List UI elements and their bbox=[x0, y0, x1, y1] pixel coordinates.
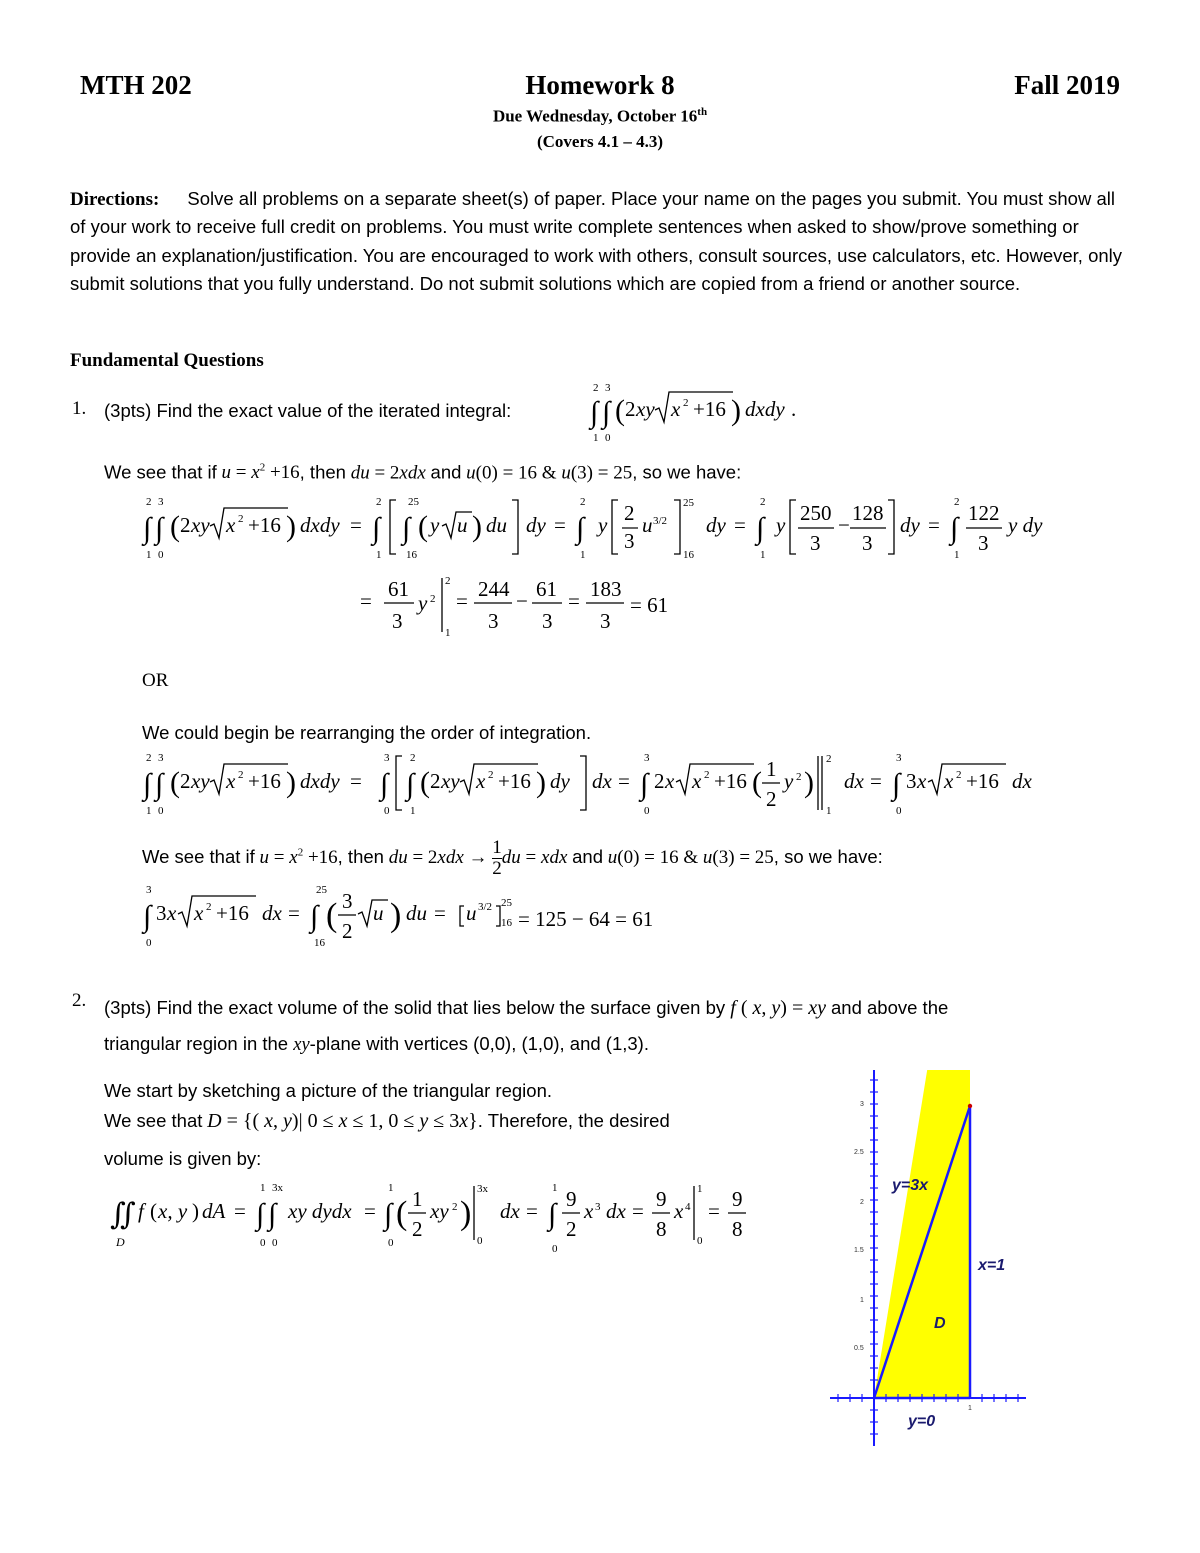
svg-text:3x: 3x bbox=[477, 1183, 488, 1195]
svg-text:1: 1 bbox=[388, 1182, 394, 1194]
svg-text:2: 2 bbox=[566, 1217, 577, 1241]
svg-text:+16: +16 bbox=[693, 397, 726, 421]
svg-text:dx: dx bbox=[262, 901, 282, 925]
svg-text:∫: ∫ bbox=[256, 1198, 265, 1231]
svg-text:x: x bbox=[584, 1199, 594, 1223]
svg-text:∫: ∫ bbox=[268, 1198, 277, 1231]
svg-text:xy: xy bbox=[191, 769, 210, 793]
svg-text:3: 3 bbox=[595, 1201, 601, 1213]
svg-text:3/2: 3/2 bbox=[653, 515, 668, 527]
svg-text:2: 2 bbox=[180, 513, 191, 537]
rearrange-text: We could begin be rearranging the order of integration. bbox=[142, 722, 592, 743]
svg-text:128: 128 bbox=[852, 501, 884, 525]
svg-text:): ) bbox=[286, 766, 296, 799]
problem-1-alt-substitution: We see that if $u = x^2 +16$, then du = 2xdx → $\frac{1}{2}$ du = xdx and u(0) = 16 & u(3) = 25, so we have: bbox=[142, 837, 883, 879]
svg-text:xy dydx: xy dydx bbox=[288, 1199, 352, 1223]
svg-text:): ) bbox=[460, 1195, 472, 1232]
svg-text:+16: +16 bbox=[714, 769, 747, 793]
svg-text:=: = bbox=[554, 513, 566, 537]
svg-text:f: f bbox=[138, 1199, 144, 1223]
svg-text:2: 2 bbox=[238, 769, 244, 781]
svg-text:=: = bbox=[708, 1199, 720, 1223]
label-y-0: y=0 bbox=[908, 1413, 936, 1430]
problem-1-prompt: (3pts) Find the exact value of the iterated integral: bbox=[104, 400, 512, 421]
svg-text:+16: +16 bbox=[966, 769, 999, 793]
svg-text:dxdy: dxdy bbox=[745, 397, 785, 421]
svg-text:2: 2 bbox=[956, 769, 962, 781]
svg-text:3: 3 bbox=[156, 901, 167, 925]
svg-text:1: 1 bbox=[260, 1182, 266, 1194]
svg-text:(: ( bbox=[170, 766, 180, 799]
svg-text:dx: dx bbox=[592, 769, 612, 793]
svg-text:=: = bbox=[928, 513, 940, 537]
svg-text:∫: ∫ bbox=[402, 512, 411, 545]
svg-text:D: D bbox=[116, 1235, 125, 1249]
svg-text:): ) bbox=[286, 510, 296, 543]
svg-text:): ) bbox=[731, 394, 741, 427]
svg-text:=: = bbox=[288, 901, 300, 925]
svg-text:xy: xy bbox=[191, 513, 210, 537]
svg-text:1: 1 bbox=[826, 805, 832, 817]
y-tick-1-5: 1.5 bbox=[854, 1247, 864, 1254]
svg-text:dy: dy bbox=[900, 513, 920, 537]
svg-text:25: 25 bbox=[408, 496, 419, 508]
svg-text:x: x bbox=[476, 769, 486, 793]
svg-text:=: = bbox=[234, 1199, 246, 1223]
svg-text:(: ( bbox=[170, 510, 180, 543]
problem-2-sketch-text: We start by sketching a picture of the triangular region. bbox=[104, 1080, 553, 1101]
svg-text:1: 1 bbox=[697, 1183, 703, 1195]
svg-text:1: 1 bbox=[593, 432, 599, 444]
svg-text:2: 2 bbox=[146, 752, 152, 764]
svg-text:(: ( bbox=[396, 1195, 408, 1232]
svg-text:∫: ∫ bbox=[155, 512, 164, 545]
svg-text:2: 2 bbox=[580, 496, 586, 508]
svg-text:3: 3 bbox=[158, 752, 164, 764]
svg-text:3: 3 bbox=[488, 609, 499, 633]
svg-text:25: 25 bbox=[501, 897, 512, 909]
svg-text:0: 0 bbox=[605, 432, 611, 444]
svg-text:3: 3 bbox=[605, 382, 611, 394]
svg-text:(: ( bbox=[150, 1199, 157, 1223]
y-tick-3: 3 bbox=[860, 1101, 864, 1108]
svg-text:∫: ∫ bbox=[310, 900, 319, 933]
svg-text:y: y bbox=[430, 513, 440, 537]
svg-text:2: 2 bbox=[593, 382, 599, 394]
svg-text:∫: ∫ bbox=[143, 768, 152, 801]
svg-text:∫: ∫ bbox=[406, 768, 415, 801]
svg-text:122: 122 bbox=[968, 501, 1000, 525]
svg-text:dy: dy bbox=[526, 513, 546, 537]
svg-text:=: = bbox=[568, 589, 580, 613]
svg-text:1: 1 bbox=[146, 549, 152, 561]
svg-text:2: 2 bbox=[760, 496, 766, 508]
svg-text:x: x bbox=[674, 1199, 684, 1223]
svg-text:x: x bbox=[944, 769, 954, 793]
svg-text:∬: ∬ bbox=[110, 1198, 136, 1231]
section-title: Fundamental Questions bbox=[70, 350, 264, 371]
svg-text:16: 16 bbox=[406, 549, 417, 561]
svg-text:2: 2 bbox=[954, 496, 960, 508]
problem-1-integral bbox=[585, 378, 825, 446]
svg-text:61: 61 bbox=[536, 577, 557, 601]
svg-text:=: = bbox=[526, 1199, 538, 1223]
svg-text:y: y bbox=[598, 513, 608, 537]
svg-text:0: 0 bbox=[158, 549, 164, 561]
svg-text:∫: ∫ bbox=[372, 512, 381, 545]
svg-text:9: 9 bbox=[656, 1187, 667, 1211]
svg-text:2: 2 bbox=[206, 901, 212, 913]
svg-text:−: − bbox=[838, 513, 850, 537]
svg-text:xy: xy bbox=[636, 397, 655, 421]
svg-text:16: 16 bbox=[501, 917, 512, 929]
svg-text:∫: ∫ bbox=[143, 512, 152, 545]
svg-text:): ) bbox=[390, 897, 402, 934]
svg-text:x: x bbox=[692, 769, 702, 793]
svg-text:3: 3 bbox=[978, 531, 989, 555]
svg-text:250: 250 bbox=[800, 501, 832, 525]
svg-text:3: 3 bbox=[810, 531, 821, 555]
svg-text:+16: +16 bbox=[248, 769, 281, 793]
svg-text:3: 3 bbox=[146, 884, 152, 896]
svg-text:∫: ∫ bbox=[384, 1198, 393, 1231]
svg-text:): ) bbox=[536, 766, 546, 799]
svg-text:du: du bbox=[406, 901, 427, 925]
svg-text:x: x bbox=[226, 513, 236, 537]
svg-text:16: 16 bbox=[314, 937, 325, 949]
svg-text:=: = bbox=[870, 769, 882, 793]
svg-text:1: 1 bbox=[760, 549, 766, 561]
svg-text:2: 2 bbox=[180, 769, 191, 793]
svg-text:2: 2 bbox=[410, 752, 416, 764]
y-tick-2-5: 2.5 bbox=[854, 1149, 864, 1156]
svg-text:61: 61 bbox=[388, 577, 409, 601]
svg-text:=: = bbox=[360, 589, 372, 613]
svg-text:0: 0 bbox=[552, 1243, 558, 1255]
svg-text:2: 2 bbox=[146, 496, 152, 508]
svg-text:3: 3 bbox=[158, 496, 164, 508]
svg-text:x: x bbox=[671, 397, 681, 421]
svg-text:=: = bbox=[632, 1199, 644, 1223]
svg-text:(: ( bbox=[420, 766, 430, 799]
svg-text:=: = bbox=[350, 769, 362, 793]
svg-text:y: y bbox=[776, 513, 786, 537]
svg-text:∫: ∫ bbox=[590, 396, 599, 429]
svg-text:u: u bbox=[466, 901, 477, 925]
y-tick-2: 2 bbox=[860, 1199, 864, 1206]
svg-text:3/2: 3/2 bbox=[478, 901, 493, 913]
problem-1-substitution: We see that if $u = x^2 +16$, then du = 2xdx and u(0) = 16 & u(3) = 25, so we have: bbox=[104, 461, 742, 484]
svg-text:+16: +16 bbox=[498, 769, 531, 793]
svg-text:2: 2 bbox=[412, 1217, 423, 1241]
svg-text:8: 8 bbox=[732, 1217, 743, 1241]
svg-text:dx: dx bbox=[844, 769, 864, 793]
svg-text:2: 2 bbox=[238, 513, 244, 525]
svg-text:y: y bbox=[418, 591, 428, 615]
svg-text:16: 16 bbox=[683, 549, 694, 561]
svg-text:3: 3 bbox=[896, 752, 902, 764]
svg-text:3x: 3x bbox=[272, 1182, 283, 1194]
svg-text:2: 2 bbox=[683, 397, 689, 409]
svg-text:3: 3 bbox=[342, 889, 353, 913]
homework-title: Homework 8 bbox=[525, 70, 675, 100]
svg-text:∫: ∫ bbox=[548, 1198, 557, 1231]
problem-1-alt-step-2 bbox=[140, 880, 540, 952]
svg-text:xy: xy bbox=[430, 1199, 449, 1223]
svg-text:(: ( bbox=[418, 510, 428, 543]
header bbox=[80, 70, 1120, 110]
svg-text:=: = bbox=[456, 589, 468, 613]
svg-text:u: u bbox=[642, 513, 653, 537]
svg-text:u: u bbox=[373, 901, 384, 925]
svg-text:=: = bbox=[364, 1199, 376, 1223]
svg-text:3: 3 bbox=[392, 609, 403, 633]
y-tick-0-5: 0.5 bbox=[854, 1345, 864, 1352]
svg-text:2: 2 bbox=[445, 575, 451, 587]
svg-text:dxdy: dxdy bbox=[300, 769, 340, 793]
svg-text:0: 0 bbox=[158, 805, 164, 817]
svg-text:y dy: y dy bbox=[1008, 513, 1043, 537]
svg-text:(: ( bbox=[615, 394, 625, 427]
label-region-d: D bbox=[934, 1315, 946, 1332]
problem-2-number: 2. bbox=[72, 990, 87, 1011]
svg-text:3: 3 bbox=[600, 609, 611, 633]
svg-text:2: 2 bbox=[766, 787, 777, 811]
svg-text:25: 25 bbox=[683, 497, 694, 509]
problem-1-result: = 61 bbox=[630, 593, 669, 617]
svg-text:x: x bbox=[167, 901, 177, 925]
svg-text:2: 2 bbox=[826, 753, 832, 765]
svg-text:1: 1 bbox=[766, 757, 777, 781]
svg-text:∫: ∫ bbox=[602, 396, 611, 429]
vertex-1-3 bbox=[968, 1104, 972, 1108]
svg-text:0: 0 bbox=[388, 1237, 394, 1249]
svg-text:1: 1 bbox=[146, 805, 152, 817]
term: Fall 2019 bbox=[1014, 70, 1120, 100]
svg-text:(: ( bbox=[326, 897, 338, 934]
due-date: Due Wednesday, October 16th bbox=[492, 106, 708, 126]
svg-text:2: 2 bbox=[376, 496, 382, 508]
label-y-3x: y=3x bbox=[892, 1177, 929, 1194]
svg-text:∫: ∫ bbox=[756, 512, 765, 545]
y-tick-1: 1 bbox=[860, 1297, 864, 1304]
svg-text:x: x bbox=[226, 769, 236, 793]
svg-text:0: 0 bbox=[384, 805, 390, 817]
svg-text:): ) bbox=[192, 1199, 199, 1223]
svg-text:∫: ∫ bbox=[950, 512, 959, 545]
problem-1-alt-step-1 bbox=[140, 748, 1040, 820]
svg-text:xy: xy bbox=[441, 769, 460, 793]
svg-text:2: 2 bbox=[796, 771, 802, 783]
problem-1-number: 1. bbox=[72, 398, 87, 419]
svg-text:8: 8 bbox=[656, 1217, 667, 1241]
triangle-region-graph bbox=[830, 1070, 1030, 1450]
svg-text:+16: +16 bbox=[216, 901, 249, 925]
svg-text:3: 3 bbox=[624, 529, 635, 553]
svg-text:4: 4 bbox=[685, 1201, 691, 1213]
svg-text:): ) bbox=[472, 510, 482, 543]
svg-text:∫: ∫ bbox=[380, 768, 389, 801]
directions-text: Solve all problems on a separate sheet(s) of paper. Place your name on the pages you submit. You must show all of your work to receive full credit on problems. You must write complete sentences when asked to show/prove something or provide an explanation/justification. You are encouraged to work with others, consult sources, use calculators, etc. However, only submit solutions that you fully understand. Do not submit solutions which are copied from a friend or another source. bbox=[70, 188, 1123, 295]
svg-text:=: = bbox=[350, 513, 362, 537]
svg-text:2: 2 bbox=[430, 769, 441, 793]
svg-text:1: 1 bbox=[412, 1187, 423, 1211]
svg-text:=: = bbox=[734, 513, 746, 537]
svg-text:1: 1 bbox=[445, 627, 451, 639]
svg-text:1: 1 bbox=[552, 1182, 558, 1194]
svg-text:0: 0 bbox=[272, 1237, 278, 1249]
svg-text:3: 3 bbox=[542, 609, 553, 633]
svg-text:244: 244 bbox=[478, 577, 510, 601]
region-d-fill bbox=[874, 1070, 970, 1398]
svg-text:183: 183 bbox=[590, 577, 622, 601]
svg-text:2: 2 bbox=[452, 1201, 458, 1213]
svg-text:): ) bbox=[804, 766, 814, 799]
problem-2-domain: We see that D = {( x, y)| 0 ≤ x ≤ 1, 0 ≤ y ≤ 3x}. Therefore, the desired bbox=[104, 1110, 670, 1132]
svg-text:.: . bbox=[791, 397, 797, 421]
svg-text:u: u bbox=[457, 513, 468, 537]
svg-text:x: x bbox=[665, 769, 675, 793]
svg-text:x: x bbox=[194, 901, 204, 925]
svg-text:0: 0 bbox=[697, 1235, 703, 1247]
problem-1-alt-result: = 125 − 64 = 61 bbox=[518, 907, 654, 931]
svg-text:2: 2 bbox=[342, 919, 353, 943]
directions bbox=[70, 185, 1125, 299]
problem-2-solution bbox=[108, 1178, 758, 1260]
problem-2-volume-text: volume is given by: bbox=[104, 1148, 262, 1169]
course-code: MTH 202 bbox=[80, 70, 192, 100]
svg-text:0: 0 bbox=[260, 1237, 266, 1249]
svg-text:du: du bbox=[486, 513, 507, 537]
svg-text:=: = bbox=[434, 901, 446, 925]
svg-text:9: 9 bbox=[732, 1187, 743, 1211]
svg-text:2: 2 bbox=[430, 593, 436, 605]
covers: (Covers 4.1 – 4.3) bbox=[536, 132, 664, 151]
svg-text:x, y: x, y bbox=[158, 1199, 188, 1223]
svg-text:0: 0 bbox=[644, 805, 650, 817]
svg-text:3: 3 bbox=[906, 769, 917, 793]
svg-text:0: 0 bbox=[477, 1235, 483, 1247]
svg-text:x: x bbox=[917, 769, 927, 793]
svg-text:y: y bbox=[784, 769, 794, 793]
svg-text:∫: ∫ bbox=[155, 768, 164, 801]
svg-text:−: − bbox=[516, 589, 528, 613]
svg-text:(: ( bbox=[752, 766, 762, 799]
label-x-1: x=1 bbox=[978, 1257, 1006, 1274]
svg-text:2: 2 bbox=[625, 397, 636, 421]
problem-2-prompt: (3pts) Find the exact volume of the solid that lies below the surface given by f ( x, y) = xy and above the triangular region in the xy-plane with vertices (0,0), (1,0), and (1,3). bbox=[104, 997, 949, 1055]
svg-text:3: 3 bbox=[862, 531, 873, 555]
svg-text:9: 9 bbox=[566, 1187, 577, 1211]
svg-text:2: 2 bbox=[624, 501, 635, 525]
svg-text:25: 25 bbox=[316, 884, 327, 896]
svg-text:2: 2 bbox=[488, 769, 494, 781]
svg-text:dy: dy bbox=[706, 513, 726, 537]
directions-label: Directions: bbox=[70, 189, 160, 210]
or-label: OR bbox=[142, 670, 169, 691]
svg-text:∫: ∫ bbox=[576, 512, 585, 545]
svg-text:1: 1 bbox=[580, 549, 586, 561]
svg-text:∫: ∫ bbox=[892, 768, 901, 801]
x-tick-1: 1 bbox=[968, 1405, 972, 1412]
svg-text:dx: dx bbox=[606, 1199, 626, 1223]
svg-text:=: = bbox=[618, 769, 630, 793]
svg-text:∫: ∫ bbox=[143, 900, 152, 933]
svg-text:1: 1 bbox=[954, 549, 960, 561]
svg-text:3: 3 bbox=[644, 752, 650, 764]
svg-text:1: 1 bbox=[410, 805, 416, 817]
problem-1-solution-step-1 bbox=[140, 492, 1043, 564]
svg-text:dx: dx bbox=[500, 1199, 520, 1223]
svg-text:dA: dA bbox=[202, 1199, 226, 1223]
svg-text:0: 0 bbox=[146, 937, 152, 949]
svg-text:∫: ∫ bbox=[640, 768, 649, 801]
svg-text:1: 1 bbox=[376, 549, 382, 561]
svg-text:+16: +16 bbox=[248, 513, 281, 537]
svg-text:dxdy: dxdy bbox=[300, 513, 340, 537]
svg-text:2: 2 bbox=[654, 769, 665, 793]
svg-text:3: 3 bbox=[384, 752, 390, 764]
svg-text:2: 2 bbox=[704, 769, 710, 781]
svg-text:dy: dy bbox=[550, 769, 570, 793]
svg-text:0: 0 bbox=[896, 805, 902, 817]
svg-text:dx: dx bbox=[1012, 769, 1032, 793]
